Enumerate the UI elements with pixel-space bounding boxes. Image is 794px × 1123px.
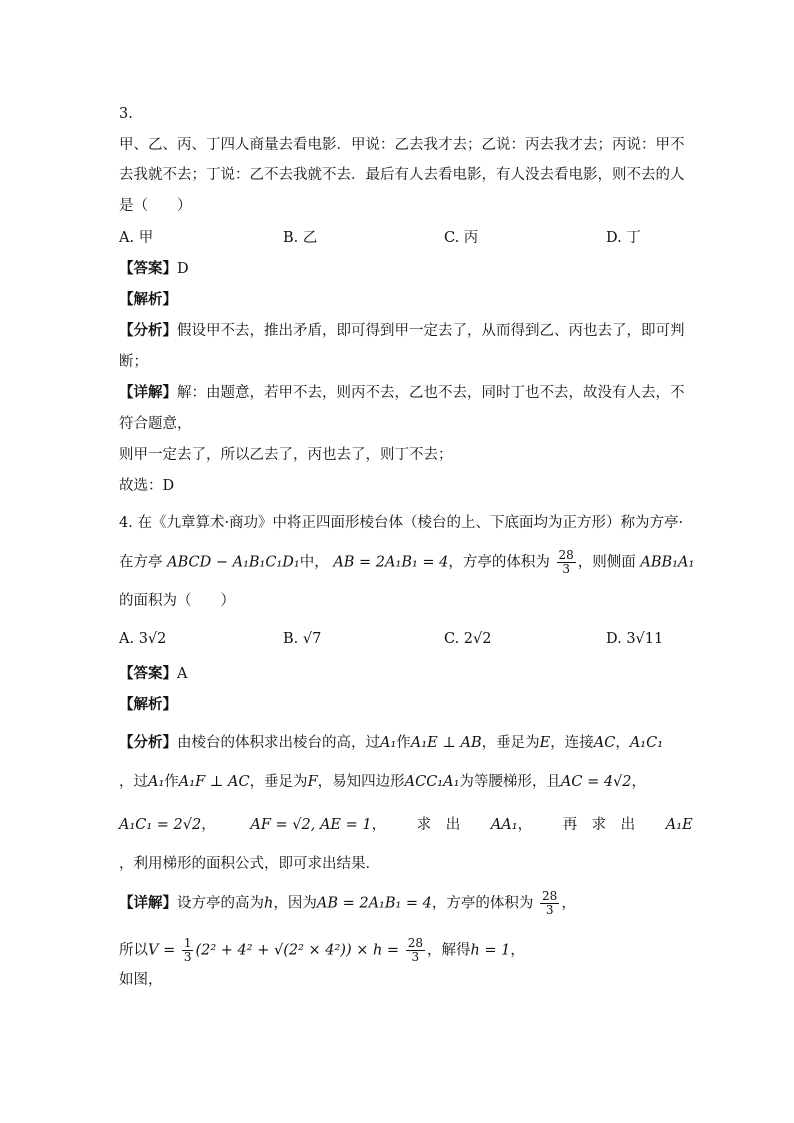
- math-ab: AB = 2A₁B₁ = 4: [333, 554, 449, 571]
- q4-option-a: A. 3√2: [119, 631, 167, 647]
- q4-fenxi-line-4: ，利用梯形的面积公式，即可求出结果．: [119, 856, 380, 872]
- math-face: ABB₁A₁: [640, 554, 695, 571]
- text: 求 出: [416, 817, 461, 833]
- q4-fenxi-line-2: [119, 772, 646, 792]
- fraction-28-3: [557, 549, 576, 576]
- q3-detail-line-2: 符合题意，: [119, 416, 192, 432]
- math: A₁: [148, 774, 165, 790]
- text: ，方亭的体积为: [448, 554, 550, 571]
- math: AF = √2, AE = 1: [250, 817, 372, 833]
- detail-tag: 【详解】: [119, 894, 177, 912]
- math: ACC₁A₁: [404, 774, 460, 790]
- answer-tag: 【答案】: [119, 665, 177, 682]
- text: 再 求 出: [562, 817, 636, 833]
- math: AC: [593, 735, 616, 751]
- text: ，: [631, 774, 647, 790]
- q4-detail-line-3: 如图，: [119, 972, 163, 988]
- denominator: 3: [183, 950, 192, 964]
- text: ，解得: [426, 942, 471, 959]
- answer-tag: 【答案】: [119, 260, 177, 277]
- q4-stem-line-2: [119, 549, 694, 576]
- math: A₁: [380, 735, 397, 751]
- q3-answer: [119, 259, 189, 279]
- text: ，连接: [550, 735, 594, 751]
- fenxi-tag: 【分析】: [119, 734, 177, 751]
- q3-option-b: B. 乙: [283, 230, 318, 246]
- q4-fenxi-line-3: [119, 815, 693, 835]
- numerator: 28: [542, 889, 558, 903]
- text: ，垂足为: [481, 735, 540, 751]
- fenxi-tag: 【分析】: [119, 322, 177, 339]
- q4-option-d: D. 3√11: [606, 631, 664, 647]
- math: A₁E: [665, 817, 693, 833]
- math: A₁F ⊥ AC: [178, 774, 250, 790]
- text: 作: [396, 735, 411, 751]
- q3-stem-line-2: 去我就不去；丁说：乙不去我就不去．最后有人去看电影，有人没去看电影，则不去的人: [119, 167, 685, 183]
- q4-detail-line-1: [119, 890, 576, 917]
- fraction-1-3: [182, 937, 194, 964]
- q4-stem-line-1: 4. 在《九章算术·商功》中将正四面形棱台体（棱台的上、下底面均为正方形）称为方亭·: [119, 515, 684, 531]
- math: A₁C₁ = 2√2: [119, 817, 202, 833]
- text: ，过: [119, 774, 148, 790]
- q3-analysis-tag: 【解析】: [119, 291, 177, 308]
- text: ，: [615, 735, 630, 751]
- q3-number: 3.: [119, 106, 133, 122]
- q4-analysis-tag: 【解析】: [119, 696, 177, 713]
- denominator: 3: [562, 562, 570, 576]
- text: ，方亭的体积为: [431, 895, 534, 912]
- q3-detail-line-1: [119, 383, 685, 403]
- detail-text: 解：由题意，若甲不去，则丙不去，乙也不去，同时丁也不去，故没有人去，不: [177, 385, 685, 401]
- math: AB = 2A₁B₁ = 4: [316, 895, 432, 912]
- numerator: 1: [183, 936, 192, 950]
- q3-detail-line-3: 则甲一定去了，所以乙去了，丙也去了，则丁不去；: [119, 447, 453, 463]
- q3-option-c: C. 丙: [444, 230, 479, 246]
- math: AC = 4√2: [560, 774, 632, 790]
- answer-value: A: [177, 666, 188, 682]
- fraction-28-3: [540, 890, 559, 917]
- text: ，因为: [273, 895, 317, 912]
- q3-stem-line-3: 是（ ）: [119, 198, 192, 214]
- text: ，: [561, 895, 576, 912]
- math: A₁E ⊥ AB: [410, 735, 482, 751]
- math: V =: [148, 942, 176, 959]
- text: ，: [510, 942, 525, 959]
- q3-fenxi-line-2: 断；: [119, 354, 148, 370]
- text: 在方亭: [119, 554, 163, 571]
- math: h: [264, 895, 274, 912]
- fenxi-text: 假设甲不去，推出矛盾，即可得到甲一定去了，从而得到乙、丙也去了，即可判: [177, 323, 685, 339]
- text: ，: [517, 817, 533, 833]
- q4-option-c: C. 2√2: [444, 631, 492, 647]
- text: ，则侧面: [577, 554, 636, 571]
- text: ，: [371, 817, 387, 833]
- math: E: [539, 735, 551, 751]
- q4-detail-line-2: [119, 937, 525, 964]
- text: 中，: [299, 554, 329, 571]
- text: 所以: [119, 942, 148, 959]
- math-volume-formula: (2² + 4² + √(2² × 4²)) × h =: [195, 942, 400, 959]
- numerator: 28: [558, 548, 574, 562]
- text: 设方亭的高为: [177, 895, 264, 912]
- fraction-28-3: [406, 937, 425, 964]
- q4-answer: [119, 664, 187, 684]
- math-frustum: ABCD − A₁B₁C₁D₁: [167, 554, 300, 571]
- text: ，: [201, 817, 216, 833]
- math: A₁C₁: [629, 735, 664, 751]
- q3-stem-line-1: 甲、乙、丙、丁四人商量去看电影．甲说：乙去我才去；乙说：丙去我才去；丙说：甲不: [119, 137, 685, 153]
- text: 由棱台的体积求出棱台的高，过: [177, 735, 380, 751]
- math: AA₁: [490, 817, 518, 833]
- q4-fenxi-line-1: [119, 733, 663, 753]
- q4-option-b: B. √7: [283, 631, 322, 647]
- q3-fenxi-line-1: [119, 321, 685, 341]
- math: F: [307, 774, 318, 790]
- q3-option-a: A. 甲: [119, 230, 154, 246]
- q3-option-d: D. 丁: [606, 230, 641, 246]
- detail-tag: 【详解】: [119, 384, 177, 401]
- q4-stem-line-3: 的面积为（ ）: [119, 593, 235, 609]
- q3-choice: 故选：D: [119, 478, 175, 494]
- text: 为等腰梯形，且: [459, 774, 561, 790]
- math: h = 1: [470, 942, 511, 959]
- numerator: 28: [407, 936, 423, 950]
- denominator: 3: [411, 950, 420, 964]
- text: ，垂足为: [249, 774, 308, 790]
- answer-value: D: [177, 261, 189, 277]
- denominator: 3: [545, 903, 554, 917]
- text: ，易知四边形: [317, 774, 405, 790]
- text: 作: [164, 774, 179, 790]
